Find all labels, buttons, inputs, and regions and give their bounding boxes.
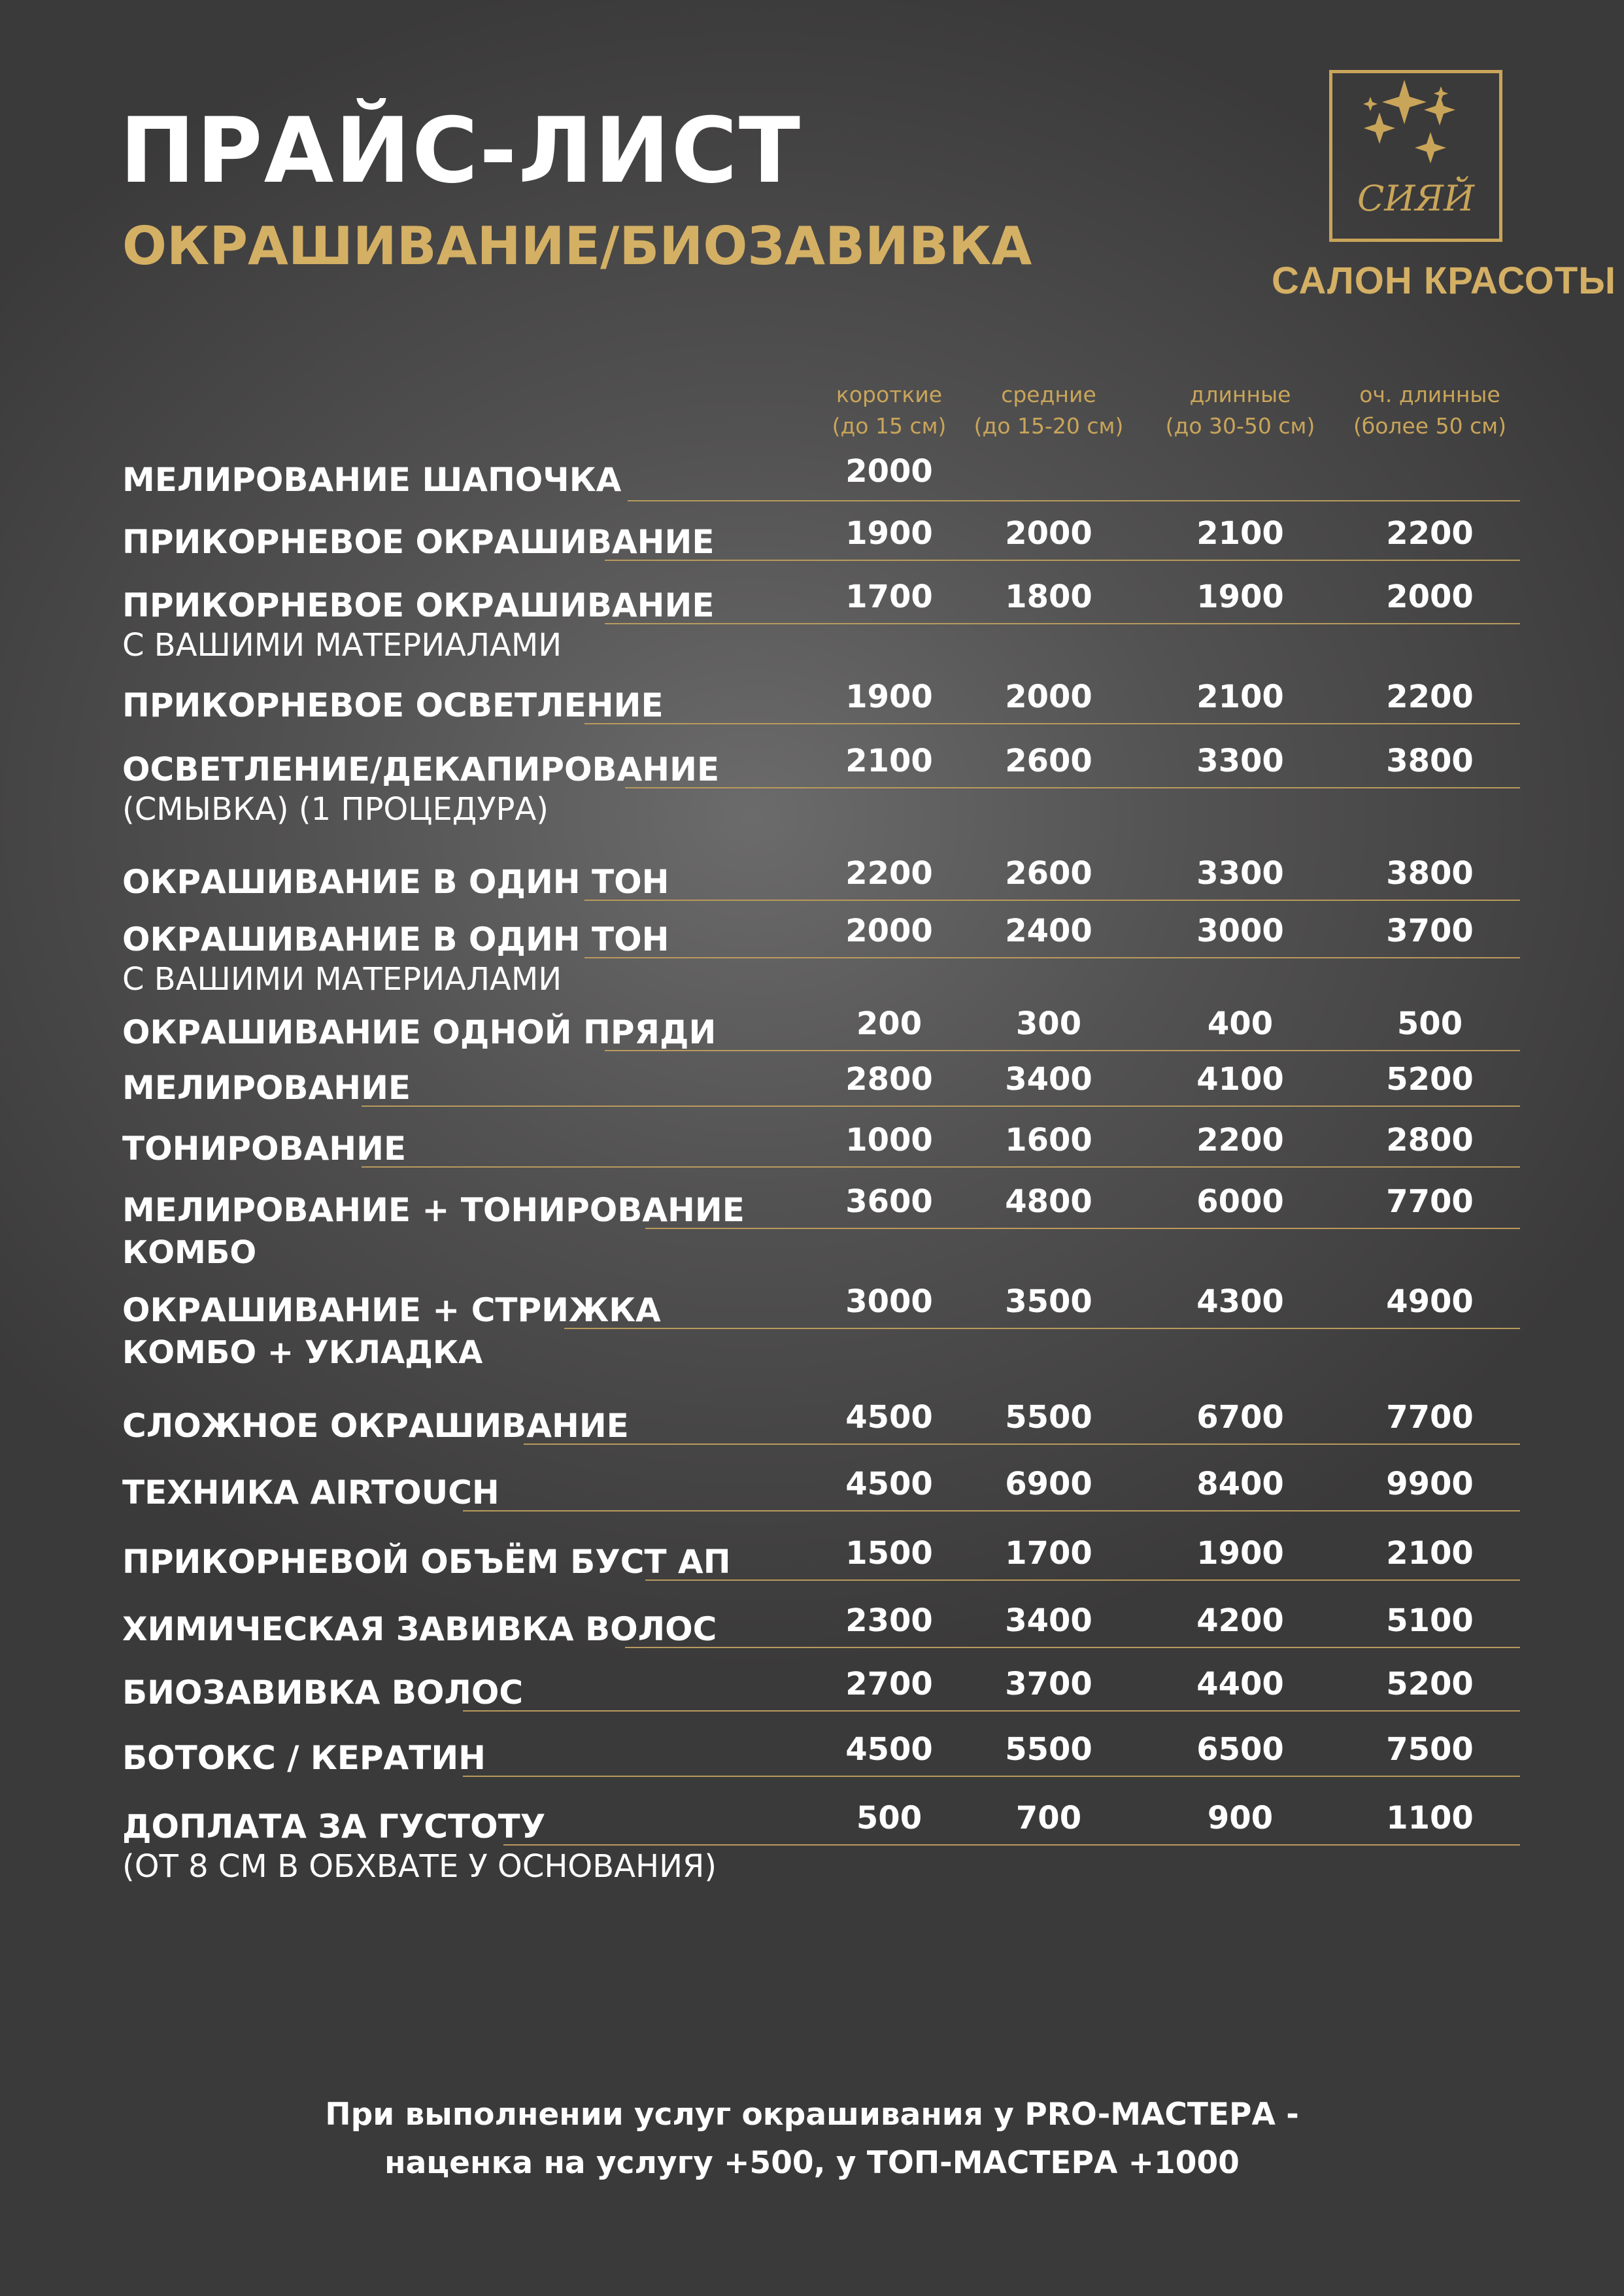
price-value: 3000 bbox=[845, 1283, 933, 1320]
service-note: КОМБО bbox=[122, 1234, 257, 1271]
column-header-length: короткие bbox=[836, 382, 943, 407]
price-value: 3400 bbox=[1005, 1061, 1092, 1098]
price-value: 9900 bbox=[1386, 1466, 1474, 1502]
price-value: 3700 bbox=[1386, 913, 1474, 949]
price-value: 2100 bbox=[1196, 515, 1284, 552]
column-header-length: длинные bbox=[1189, 382, 1291, 407]
leader-line bbox=[605, 1050, 1520, 1051]
price-value: 4100 bbox=[1196, 1061, 1284, 1098]
leader-line bbox=[362, 1166, 1520, 1168]
service-name: БИОЗАВИВКА ВОЛОС bbox=[122, 1674, 524, 1712]
price-value: 300 bbox=[1015, 1005, 1082, 1042]
price-value: 2200 bbox=[845, 855, 933, 892]
price-value: 4800 bbox=[1005, 1183, 1092, 1220]
leader-line bbox=[605, 560, 1520, 561]
leader-line bbox=[645, 1579, 1520, 1581]
price-value: 4300 bbox=[1196, 1283, 1284, 1320]
column-header-range: (более 50 см) bbox=[1353, 413, 1506, 439]
price-value: 7700 bbox=[1386, 1399, 1474, 1436]
leader-line bbox=[584, 957, 1520, 958]
leader-line bbox=[605, 623, 1520, 624]
price-value: 2400 bbox=[1005, 913, 1092, 949]
service-name: ПРИКОРНЕВОЕ ОКРАШИВАНИЕ bbox=[122, 586, 715, 624]
price-value: 1900 bbox=[1196, 579, 1284, 615]
price-value: 2600 bbox=[1005, 855, 1092, 892]
column-header-range: (до 15-20 см) bbox=[973, 413, 1124, 439]
service-name: ПРИКОРНЕВОЙ ОБЪЁМ БУСТ АП bbox=[122, 1543, 731, 1581]
service-note: С ВАШИМИ МАТЕРИАЛАМИ bbox=[122, 961, 562, 998]
price-value: 4500 bbox=[845, 1731, 933, 1768]
price-value: 3300 bbox=[1196, 855, 1284, 892]
leader-line bbox=[645, 1228, 1520, 1229]
logo-caption: САЛОН КРАСОТЫ bbox=[1272, 260, 1617, 302]
page-title: ПРАЙС-ЛИСТ bbox=[120, 98, 802, 203]
price-value: 2000 bbox=[845, 913, 933, 949]
service-name: БОТОКС / КЕРАТИН bbox=[122, 1739, 486, 1777]
price-value: 700 bbox=[1015, 1800, 1082, 1836]
price-value: 1000 bbox=[845, 1122, 933, 1158]
price-value: 4200 bbox=[1196, 1602, 1284, 1639]
column-header-3 bbox=[1136, 379, 1345, 442]
service-name: ОКРАШИВАНИЕ + СТРИЖКА bbox=[122, 1291, 661, 1329]
leader-line bbox=[564, 1328, 1520, 1329]
price-value: 1700 bbox=[845, 579, 933, 615]
price-value: 2000 bbox=[1005, 515, 1092, 552]
price-value: 4900 bbox=[1386, 1283, 1474, 1320]
leader-line bbox=[625, 1647, 1520, 1648]
service-name: ПРИКОРНЕВОЕ ОСВЕТЛЕНИЕ bbox=[122, 686, 664, 724]
price-value: 3800 bbox=[1386, 855, 1474, 892]
price-value: 3000 bbox=[1196, 913, 1284, 949]
price-value: 2100 bbox=[1196, 679, 1284, 715]
salon-logo bbox=[1329, 70, 1502, 242]
price-value: 2200 bbox=[1386, 515, 1474, 552]
price-value: 3300 bbox=[1196, 743, 1284, 779]
service-name: ПРИКОРНЕВОЕ ОКРАШИВАНИЕ bbox=[122, 523, 715, 561]
service-name: ТОНИРОВАНИЕ bbox=[122, 1130, 407, 1168]
service-name: МЕЛИРОВАНИЕ bbox=[122, 1069, 411, 1107]
price-value: 6900 bbox=[1005, 1466, 1092, 1502]
price-value: 3700 bbox=[1005, 1666, 1092, 1702]
price-value: 2100 bbox=[845, 743, 933, 779]
price-value: 2200 bbox=[1386, 679, 1474, 715]
price-value: 2800 bbox=[1386, 1122, 1474, 1158]
column-header-2 bbox=[944, 379, 1153, 442]
price-value: 6500 bbox=[1196, 1731, 1284, 1768]
leader-line bbox=[362, 1106, 1520, 1107]
price-value: 1700 bbox=[1005, 1535, 1092, 1572]
price-value: 1100 bbox=[1386, 1800, 1474, 1836]
footer-line-1: При выполнении услуг окрашивания у PRO-МАСТЕРА - bbox=[325, 2097, 1299, 2133]
column-header-4 bbox=[1325, 379, 1534, 442]
price-value: 5500 bbox=[1005, 1731, 1092, 1768]
price-value: 900 bbox=[1207, 1800, 1274, 1836]
service-name: МЕЛИРОВАНИЕ + ТОНИРОВАНИЕ bbox=[122, 1191, 745, 1229]
price-value: 5100 bbox=[1386, 1602, 1474, 1639]
price-value: 2000 bbox=[1386, 579, 1474, 615]
service-name: ОСВЕТЛЕНИЕ/ДЕКАПИРОВАНИЕ bbox=[122, 751, 720, 788]
leader-line bbox=[628, 500, 1520, 501]
price-value: 3600 bbox=[845, 1183, 933, 1220]
footer-note bbox=[0, 2091, 1624, 2187]
price-value: 1500 bbox=[845, 1535, 933, 1572]
price-value: 3800 bbox=[1386, 743, 1474, 779]
logo-name: СИЯЙ bbox=[1357, 178, 1475, 219]
price-value: 4500 bbox=[845, 1466, 933, 1502]
leader-line bbox=[503, 1844, 1520, 1846]
page-subtitle: ОКРАШИВАНИЕ/БИОЗАВИВКА bbox=[122, 216, 1032, 277]
price-value: 2000 bbox=[1005, 679, 1092, 715]
service-note: (ОТ 8 СМ В ОБХВАТЕ У ОСНОВАНИЯ) bbox=[122, 1848, 717, 1885]
price-value: 6700 bbox=[1196, 1399, 1284, 1436]
price-value: 4400 bbox=[1196, 1666, 1284, 1702]
leader-line bbox=[625, 787, 1520, 788]
service-name: ТЕХНИКА AIRTOUCH bbox=[122, 1474, 499, 1511]
price-value: 8400 bbox=[1196, 1466, 1284, 1502]
leader-line bbox=[463, 1710, 1520, 1712]
service-note: (СМЫВКА) (1 ПРОЦЕДУРА) bbox=[122, 791, 549, 828]
price-value: 7500 bbox=[1386, 1731, 1474, 1768]
leader-line bbox=[584, 723, 1520, 724]
price-value: 1900 bbox=[845, 515, 933, 552]
price-value: 5200 bbox=[1386, 1061, 1474, 1098]
service-name: ОКРАШИВАНИЕ В ОДИН ТОН bbox=[122, 863, 669, 901]
leader-line bbox=[463, 1776, 1520, 1777]
price-value: 6000 bbox=[1196, 1183, 1284, 1220]
price-value: 1900 bbox=[1196, 1535, 1284, 1572]
price-value: 5500 bbox=[1005, 1399, 1092, 1436]
price-value: 2700 bbox=[845, 1666, 933, 1702]
price-value: 2800 bbox=[845, 1061, 933, 1098]
service-note: КОМБО + УКЛАДКА bbox=[122, 1334, 483, 1371]
price-value: 1600 bbox=[1005, 1122, 1092, 1158]
price-value: 1900 bbox=[845, 679, 933, 715]
price-value: 2200 bbox=[1196, 1122, 1284, 1158]
service-name: ДОПЛАТА ЗА ГУСТОТУ bbox=[122, 1808, 546, 1846]
service-name: МЕЛИРОВАНИЕ ШАПОЧКА bbox=[122, 461, 622, 499]
price-value: 2100 bbox=[1386, 1535, 1474, 1572]
service-name: СЛОЖНОЕ ОКРАШИВАНИЕ bbox=[122, 1407, 629, 1445]
column-header-range: (до 15 см) bbox=[832, 413, 947, 439]
price-value: 3400 bbox=[1005, 1602, 1092, 1639]
price-value: 2000 bbox=[845, 453, 933, 490]
price-value: 500 bbox=[856, 1800, 922, 1836]
column-header-length: оч. длинные bbox=[1359, 382, 1500, 407]
leader-line bbox=[463, 1510, 1520, 1511]
price-value: 2600 bbox=[1005, 743, 1092, 779]
price-value: 200 bbox=[856, 1005, 922, 1042]
service-name: ОКРАШИВАНИЕ В ОДИН ТОН bbox=[122, 920, 669, 958]
price-value: 1800 bbox=[1005, 579, 1092, 615]
price-value: 4500 bbox=[845, 1399, 933, 1436]
price-value: 3500 bbox=[1005, 1283, 1092, 1320]
column-header-length: средние bbox=[1001, 382, 1096, 407]
price-value: 500 bbox=[1396, 1005, 1463, 1042]
leader-line bbox=[524, 1443, 1520, 1445]
leader-line bbox=[584, 900, 1520, 901]
service-name: ХИМИЧЕСКАЯ ЗАВИВКА ВОЛОС bbox=[122, 1610, 717, 1648]
service-name: ОКРАШИВАНИЕ ОДНОЙ ПРЯДИ bbox=[122, 1013, 717, 1051]
price-value: 2300 bbox=[845, 1602, 933, 1639]
price-value: 7700 bbox=[1386, 1183, 1474, 1220]
footer-line-2: наценка на услугу +500, у ТОП-МАСТЕРА +1000 bbox=[384, 2145, 1240, 2181]
service-note: С ВАШИМИ МАТЕРИАЛАМИ bbox=[122, 627, 562, 664]
price-value: 5200 bbox=[1386, 1666, 1474, 1702]
price-value: 400 bbox=[1207, 1005, 1274, 1042]
column-header-range: (до 30-50 см) bbox=[1165, 413, 1315, 439]
